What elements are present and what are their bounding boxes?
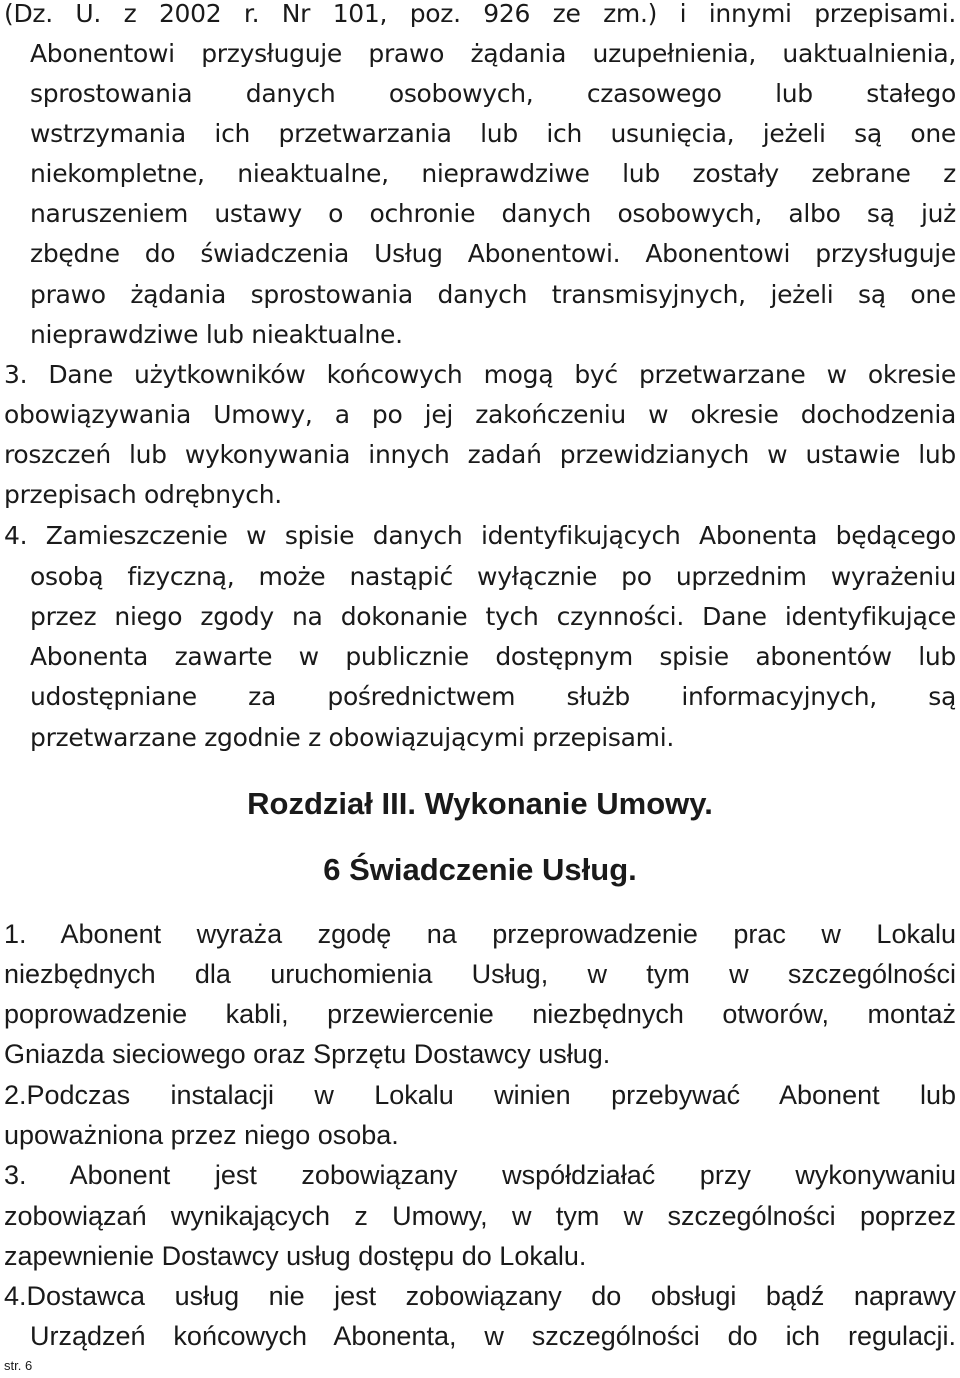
text-line: osobą fizyczną, może nastąpić wyłącznie po uprzednim wyrażeniu	[30, 562, 956, 591]
list-item-line: niezbędnych dla uruchomienia Usług, w tym w szczególności	[4, 959, 956, 989]
page-number: str. 6	[4, 1358, 33, 1373]
list-item-line: Urządzeń końcowych Abonenta, w szczególności do ich regulacji.	[30, 1321, 956, 1351]
list-item-line: poprowadzenie kabli, przewiercenie niezbędnych otworów, montaż	[4, 999, 956, 1029]
text-line: przetwarzane zgodnie z obowiązującymi przepisami.	[30, 723, 675, 752]
text-line: prawo żądania sprostowania danych transmisyjnych, jeżeli są one	[30, 280, 956, 309]
list-item-line: Gniazda sieciowego oraz Sprzętu Dostawcy usług.	[4, 1039, 611, 1069]
text-line: obowiązywania Umowy, a po jej zakończeniu w okresie dochodzenia	[4, 400, 956, 429]
list-item-line: 2.Podczas instalacji w Lokalu winien przebywać Abonent lub	[4, 1080, 956, 1110]
text-line: sprostowania danych osobowych, czasowego lub stałego	[30, 79, 956, 108]
text-line: niekompletne, nieaktualne, nieprawdziwe lub zostały zebrane z	[30, 159, 956, 188]
text-line: udostępniane za pośrednictwem służb informacyjnych, są	[30, 682, 956, 711]
list-item-line: zobowiązań wynikających z Umowy, w tym w szczególności poprzez	[4, 1201, 956, 1231]
text-line: przepisach odrębnych.	[4, 480, 282, 509]
text-line: zbędne do świadczenia Usług Abonentowi. Abonentowi przysługuje	[30, 239, 956, 268]
text-line: Abonentowi przysługuje prawo żądania uzupełnienia, uaktualnienia,	[30, 39, 956, 68]
text-line: 4. Zamieszczenie w spisie danych identyfikujących Abonenta będącego	[4, 521, 956, 550]
list-item-line: 4.Dostawca usług nie jest zobowiązany do obsługi bądź naprawy	[4, 1281, 956, 1311]
chapter-title: Rozdział III. Wykonanie Umowy.	[247, 786, 713, 821]
text-line: naruszeniem ustawy o ochronie danych osobowych, albo są już	[30, 199, 956, 228]
list-item-line: upoważniona przez niego osoba.	[4, 1120, 399, 1150]
text-line: przez niego zgody na dokonanie tych czynności. Dane identyfikujące	[30, 602, 956, 631]
text-line: (Dz. U. z 2002 r. Nr 101, poz. 926 ze zm.) i innymi przepisami.	[4, 0, 956, 28]
text-line: wstrzymania ich przetwarzania lub ich usunięcia, jeżeli są one	[30, 119, 956, 148]
text-line: 3. Dane użytkowników końcowych mogą być przetwarzane w okresie	[4, 360, 956, 389]
list-item-line: 1. Abonent wyraża zgodę na przeprowadzenie prac w Lokalu	[4, 919, 956, 949]
text-line: Abonenta zawarte w publicznie dostępnym spisie abonentów lub	[30, 642, 956, 671]
list-item-line: zapewnienie Dostawcy usług dostępu do Lokalu.	[4, 1241, 587, 1271]
text-line: nieprawdziwe lub nieaktualne.	[30, 320, 403, 349]
list-item-line: 3. Abonent jest zobowiązany współdziałać przy wykonywaniu	[4, 1160, 956, 1190]
section-title: 6 Świadczenie Usług.	[323, 852, 637, 887]
text-line: roszczeń lub wykonywania innych zadań przewidzianych w ustawie lub	[4, 440, 956, 469]
